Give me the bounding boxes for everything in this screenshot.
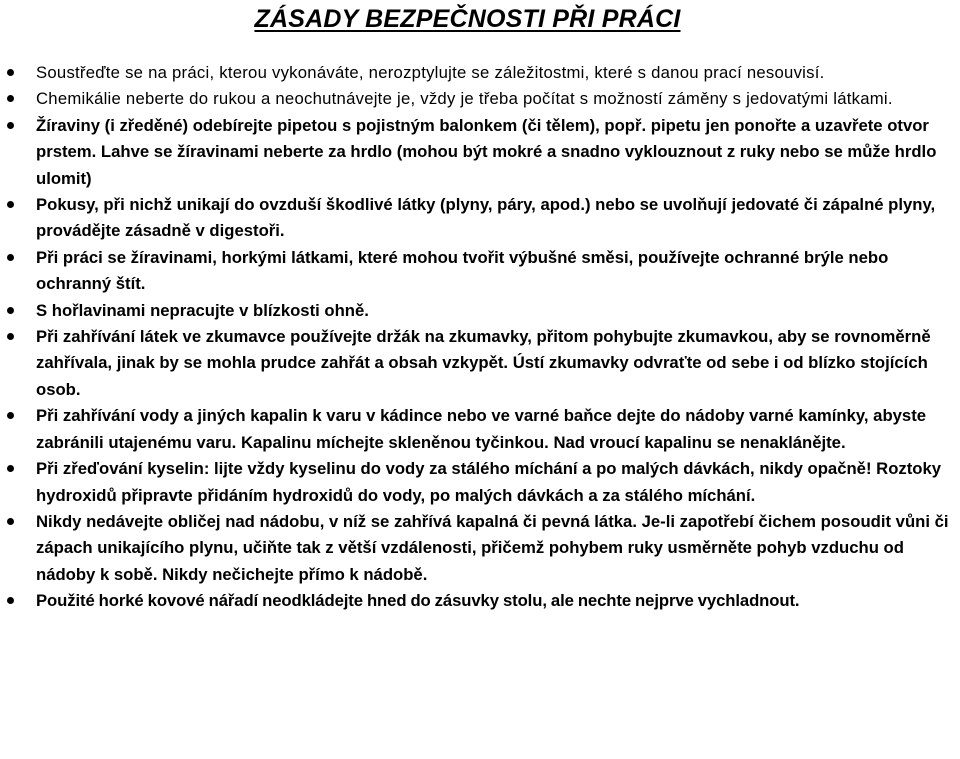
bullet-icon [7,69,14,76]
list-item [0,60,960,86]
rule-text: Při zřeďování kyselin: lijte vždy kyselinu do vody za stálého míchání a po malých dávkách, nikdy opačně! Roztoky hydroxidů připravte přidáním hydroxidů do vody, po malých dávkách a za stálého míchání. [36,459,942,505]
rule-text: S hořlavinami nepracujte v blízkosti ohně. [36,300,369,320]
bullet-icon [7,307,14,314]
safety-rules-list [0,60,960,615]
bullet-icon [7,254,14,261]
bullet-icon [7,412,14,419]
page-title: ZÁSADY BEZPEČNOSTI PŘI PRÁCI [254,5,681,33]
list-item [0,113,960,192]
list-item [0,456,960,509]
list-item [0,192,960,245]
list-item [0,245,960,298]
rule-text: Chemikálie neberte do rukou a neochutnávejte je, vždy je třeba počítat s možností záměny s jedovatými látkami. [36,89,893,109]
bullet-icon [7,122,14,129]
list-item [0,324,960,403]
bullet-icon [7,201,14,208]
rule-text: Použité horké kovové nářadí neodkládejte hned do zásuvky stolu, ale nechte nejprve vychladnout. [36,591,800,611]
bullet-icon [7,597,14,604]
rule-text: Při zahřívání vody a jiných kapalin k varu v kádince nebo ve varné baňce dejte do nádoby varné kamínky, abyste zabránili utajenému varu. Kapalinu míchejte skleněnou tyčinkou. Nad vroucí kapalinu se nenaklánějte. [36,406,927,452]
list-item [0,403,960,456]
list-item [0,86,960,112]
bullet-icon [7,465,14,472]
rule-text: Žíraviny (i zředěné) odebírejte pipetou s pojistným balonkem (či tělem), popř. pipetu jen ponořte a uzavřete otvor prstem. Lahve se žíravinami neberte za hrdlo (mohou být mokré a snadno vyklouznout z ruky nebo se může hrdlo ulomit) [36,115,937,188]
list-item [0,298,960,324]
rule-text: Nikdy nedávejte obličej nad nádobu, v níž se zahřívá kapalná či pevná látka. Je-li zapotřebí čichem posoudit vůni či zápach unikajícího plynu, učiňte tak z větší vzdálenosti, přičemž pohybem ruky usměrněte pohyb vzduchu od nádoby k sobě. Nikdy nečichejte přímo k nádobě. [36,511,949,584]
bullet-icon [7,95,14,102]
rule-text: Při zahřívání látek ve zkumavce používejte držák na zkumavky, přitom pohybujte zkumavkou, aby se rovnoměrně zahřívala, jinak by se mohla prudce zahřát a obsah vzkypět. Ústí zkumavky odvraťte od sebe i od blízko stojících osob. [36,327,931,399]
list-item [0,588,960,614]
list-item [0,509,960,588]
bullet-icon [7,518,14,525]
rule-text: Soustřeďte se na práci, kterou vykonáváte, nerozptylujte se záležitostmi, které s danou prací nesouvisí. [36,63,825,82]
bullet-icon [7,333,14,340]
rule-text: Při práci se žíravinami, horkými látkami, které mohou tvořit výbušné směsi, používejte ochranné brýle nebo ochranný štít. [36,247,889,294]
rule-text: Pokusy, při nichž unikají do ovzduší škodlivé látky (plyny, páry, apod.) nebo se uvolňují jedovaté či zápalné plyny, provádějte zásadně v digestoři. [36,195,936,241]
